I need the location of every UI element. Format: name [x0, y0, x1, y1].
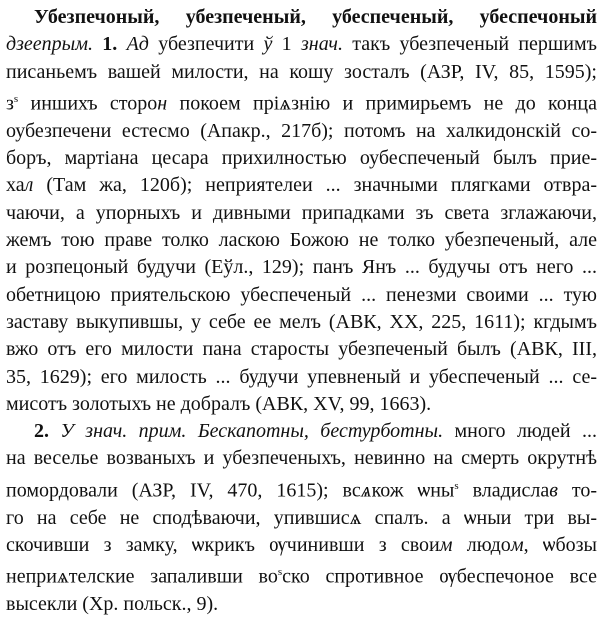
text-line-10: обетницою приятельскою убеспеченый ... пенезми своими ... тую [6, 283, 597, 306]
text-line-9: и розпецоный будучи (Еўл., 129); панъ Янъ ... будучы отъ него ... [6, 256, 597, 279]
text-line-16: на веселье возваныхъ и убезпеченыхъ, невинно на смерть окрутнѣ [6, 447, 597, 470]
text-line-18: го на себе не сподѣваючи, упившисѧ спалъ. а ѡныи три вы- [6, 506, 597, 529]
text-line-3: $з^s$ иншихъ сторон покоем прiѧзнiю и примирьемъ не до конца [6, 92, 597, 115]
text-line-21: высекли (Хр. польск., 9). [6, 593, 219, 616]
text-line-11: заставу выкупившы, у себе ее мелъ (АВК, XX, 225, 1611); кгдымъ [6, 310, 597, 333]
text-line-7: чаючи, а упорныхъ и дивными припадками зъ света зглажаючи, [6, 201, 597, 224]
sense-2-number: 2. [34, 420, 49, 443]
text-line-13: 35, 1629); его милость ... будучи упевненый и убеспеченый ... се- [6, 365, 597, 388]
text-line-4: оубезпечени естесмо (Апакр., 217б); потомъ на халкидонскiй со- [6, 119, 597, 142]
text-line-6: хал (Там жа, 120б); неприятелеи ... значными плягками отвра- [6, 174, 597, 197]
sense-2-label: У знач. прим. Бескапотны, бестурботны. [60, 420, 444, 443]
sense-1-label: Ад [126, 33, 149, 56]
text-line-15: 2. У знач. прим. Бескапотны, бестурботны. много людей ... [34, 420, 597, 443]
part-of-speech: дзеепрым. [6, 33, 93, 56]
text-line-19: скочивши з замку, ѡкрикъ ѹчинивши з своим людом, ѡбозы [6, 533, 597, 556]
text-line-8: жемъ тою праве толко ласкою Божою не толко убезпеченый, але [6, 229, 597, 252]
sense-1-number: 1. [102, 33, 118, 56]
text-line-20: неприѧтелские запаливши $во^sско$ спротивное ѹбеспечоное все [6, 565, 597, 588]
text-line-14: мисотъ золотыхъ не добралъ (АВК, XV, 99, 1663). [6, 392, 432, 415]
text-line-17: помордовали (АЗР, IV, 470, 1615); всѧкож ѡны$^s$ владислав то- [6, 479, 597, 502]
text-line-5: боръ, мартiана цесара прихилностью оубеспеченый былъ прие- [6, 147, 597, 170]
text-line-1: дзеепрым. 1. Ад убезпечити ў 1 знач. такъ убезпеченый першимъ [6, 33, 597, 56]
text-line-2: писаньемъ вашей милости, на кошу зосталъ (АЗР, IV, 85, 1595); [6, 60, 597, 83]
text-line-12: вжо отъ его милости пана старосты убезпеченый былъ (АВК, III, [6, 338, 597, 361]
headword-line [6, 4, 597, 31]
headword: Убезпечоный, убезпеченый, убеспеченый, убеспечоный [34, 6, 597, 28]
